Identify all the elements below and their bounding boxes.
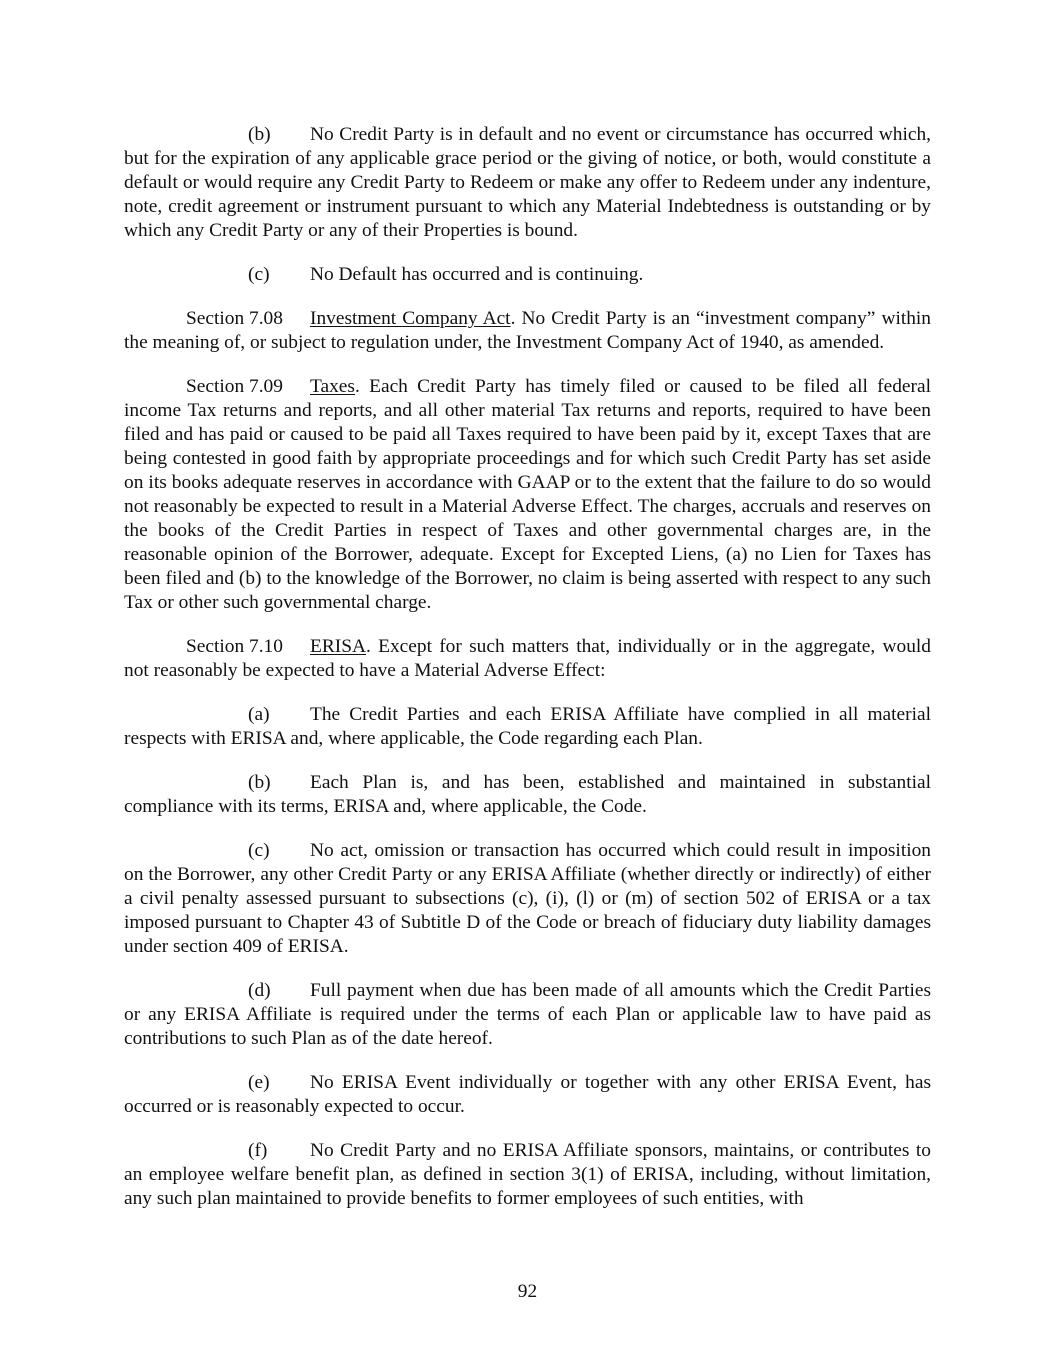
clause-label: (b) <box>248 124 271 145</box>
section-7-09 <box>124 375 931 615</box>
clause-text: No Credit Party and no ERISA Affiliate sponsors, maintains, or contributes to an employee welfare benefit plan, as defined in section 3(1) of ERISA, including, without limitation, any such plan maintained to provide benefits to former employees of such entities, with <box>124 1140 931 1209</box>
clause-text: The Credit Parties and each ERISA Affiliate have complied in all material respects with ERISA and, where applicable, the Code regarding each Plan. <box>124 704 931 749</box>
erisa-clause-f <box>124 1139 931 1211</box>
erisa-clause-e <box>124 1071 931 1119</box>
section-number: Section 7.08 <box>186 308 283 329</box>
clause-label: (b) <box>248 772 271 793</box>
section-heading: Taxes <box>310 376 355 397</box>
erisa-clause-a <box>124 703 931 751</box>
section-text: . No Credit Party is an “investment company” within the meaning of, or subject to regulation under, the Investment Company Act of 1940, as amended. <box>124 308 931 353</box>
clause-text: No Default has occurred and is continuing. <box>310 264 644 285</box>
clause-text: No act, omission or transaction has occurred which could result in imposition on the Borrower, any other Credit Party or any ERISA Affiliate (whether directly or indirectly) of either a civil penalty assessed pursuant to subsections (c), (i), (l) or (m) of section 502 of ERISA or a tax imposed pursuant to Chapter 43 of Subtitle D of the Code or breach of fiduciary duty liability damages under section 409 of ERISA. <box>124 840 931 957</box>
document-page <box>124 123 931 1231</box>
section-number: Section 7.10 <box>186 636 283 657</box>
clause-label: (c) <box>248 840 270 861</box>
clause-label: (d) <box>248 980 271 1001</box>
section-text: . Each Credit Party has timely filed or caused to be filed all federal income Tax returns and reports, and all other material Tax returns and reports, required to have been filed and has paid or caused to be paid all Taxes required to have been paid by it, except Taxes that are being contested in good faith by appropriate proceedings and for which such Credit Party has set aside on its books adequate reserves in accordance with GAAP or to the extent that the failure to do so would not reasonably be expected to result in a Material Adverse Effect. The charges, accruals and reserves on the books of the Credit Parties in respect of Taxes and other governmental charges are, in the reasonable opinion of the Borrower, adequate. Except for Excepted Liens, (a) no Lien for Taxes has been filed and (b) to the knowledge of the Borrower, no claim is being asserted with respect to any such Tax or other such governmental charge. <box>124 376 931 613</box>
clause-label: (e) <box>248 1072 270 1093</box>
erisa-clause-b <box>124 771 931 819</box>
section-heading: Investment Company Act <box>310 308 511 329</box>
clause-text: Each Plan is, and has been, established and maintained in substantial compliance with its terms, ERISA and, where applicable, the Code. <box>124 772 931 817</box>
section-text: . Except for such matters that, individually or in the aggregate, would not reasonably be expected to have a Material Adverse Effect: <box>124 636 931 681</box>
clause-text: No Credit Party is in default and no event or circumstance has occurred which, but for the expiration of any applicable grace period or the giving of notice, or both, would constitute a default or would require any Credit Party to Redeem or make any offer to Redeem under any indenture, note, credit agreement or instrument pursuant to which any Material Indebtedness is outstanding or by which any Credit Party or any of their Properties is bound. <box>124 124 931 241</box>
section-7-10 <box>124 635 931 683</box>
paragraph-b-default <box>124 123 931 243</box>
clause-label: (c) <box>248 264 270 285</box>
page-number: 92 <box>517 1281 538 1302</box>
paragraph-c-no-default <box>124 263 931 287</box>
clause-label: (a) <box>248 704 270 725</box>
clause-text: No ERISA Event individually or together with any other ERISA Event, has occurred or is reasonably expected to occur. <box>124 1072 931 1117</box>
section-number: Section 7.09 <box>186 376 283 397</box>
section-heading: ERISA <box>310 636 367 657</box>
clause-text: Full payment when due has been made of all amounts which the Credit Parties or any ERISA Affiliate is required under the terms of each Plan or applicable law to have paid as contributions to such Plan as of the date hereof. <box>124 980 931 1049</box>
erisa-clause-c <box>124 839 931 959</box>
section-7-08 <box>124 307 931 355</box>
erisa-clause-d <box>124 979 931 1051</box>
clause-label: (f) <box>248 1140 268 1161</box>
